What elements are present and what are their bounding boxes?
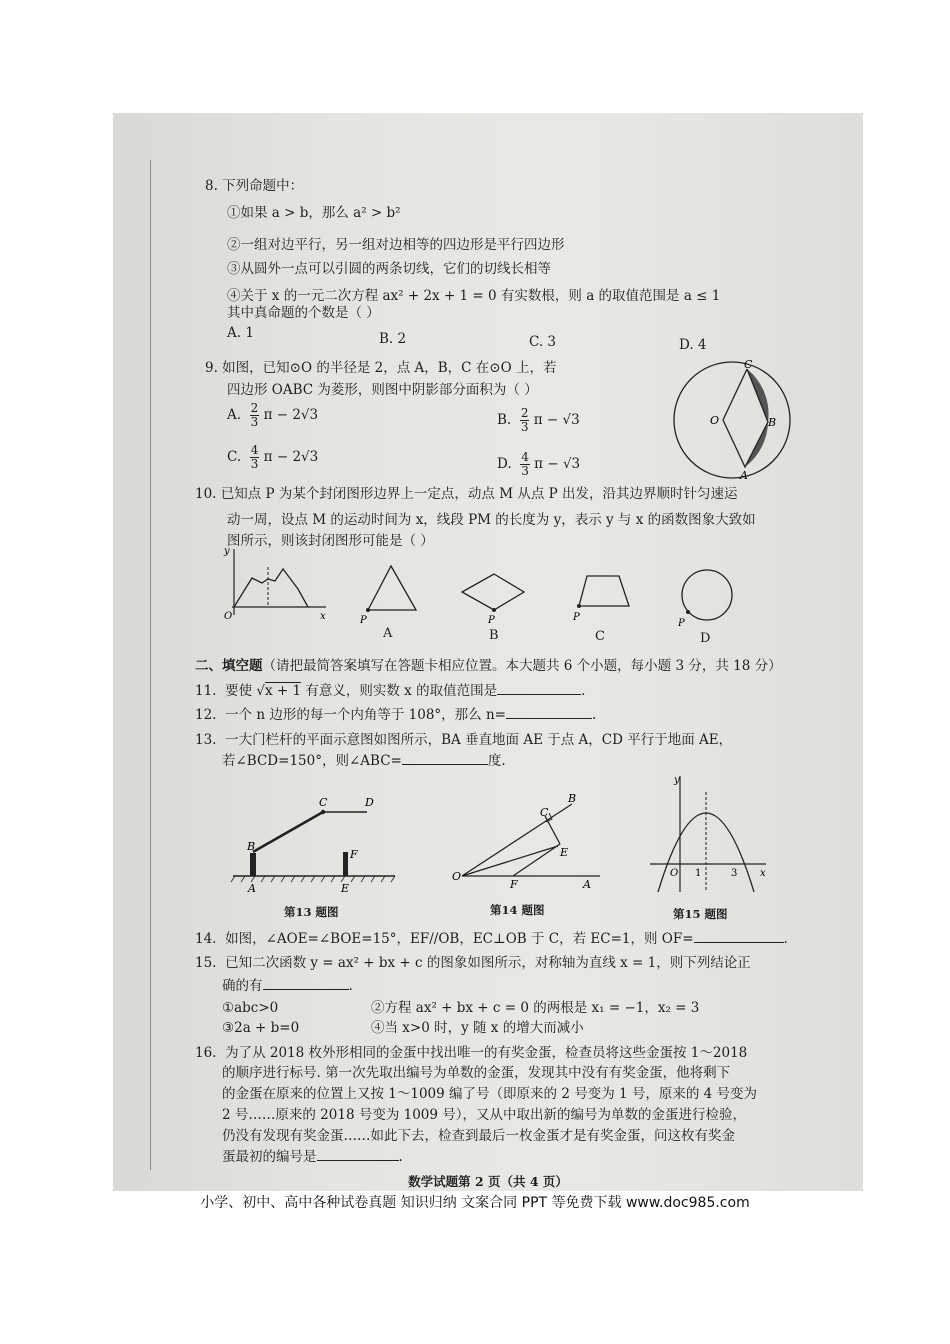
fig14-caption: 第14 题图 [490, 903, 545, 917]
q14: 14. 如图，∠AOE=∠BOE=15°，EF//OB，EC⊥OB 于 C，若 EC=1，则 OF= . [195, 928, 788, 949]
q10-line2: 动一周，设点 M 的运动时间为 x，线段 PM 的长度为 y，表示 y 与 x 的函数图象大致如 [227, 512, 756, 528]
site-footer: 小学、初中、高中各种试卷真题 知识归纳 文案合同 PPT 等免费下载 www.doc985.com [200, 1195, 750, 1211]
q8-item-4: ④关于 x 的一元二次方程 ax² + 2x + 1 = 0 有实数根，则 a 的取值范围是 a ≤ 1 [227, 288, 721, 304]
q9-label-c: C [744, 358, 753, 371]
q8-item-3: ③从圆外一点可以引圆的两条切线，它们的切线长相等 [227, 261, 551, 277]
fig14-angle-diagram [440, 788, 615, 898]
q12: 12. 一个 n 边形的每一个内角等于 108°，那么 n= . [195, 704, 596, 725]
q15-line1: 15. 已知二次函数 y = ax² + bx + c 的图象如图所示，对称轴为直线 x = 1，则下列结论正 [195, 955, 751, 971]
q10-shape-a-p: P [360, 615, 367, 626]
q14-answer-blank[interactable] [694, 928, 784, 943]
q10-shape-b-p: P [488, 615, 495, 626]
fig14-label-e: E [560, 846, 569, 859]
q8-tail: 其中真命题的个数是（ ） [227, 305, 380, 321]
q13-line2: 若∠BCD=150°，则∠ABC= 度. [222, 750, 506, 771]
q15-item-4: ④当 x>0 时，y 随 x 的增大而减小 [371, 1020, 584, 1036]
q16-answer-blank[interactable] [317, 1146, 399, 1161]
q16-line5: 仍没有发现有奖金蛋……如此下去，检查到最后一枚金蛋才是有奖金蛋，问这枚有奖金 [222, 1128, 735, 1144]
q8-stem: 8. 下列命题中： [205, 178, 304, 194]
q10-shape-c-p: P [573, 612, 580, 623]
q10-shape-a-label: A [383, 626, 393, 641]
q10-line3: 图所示，则该封闭图形可能是（ ） [227, 533, 434, 549]
q9-line1: 9. 如图，已知⊙O 的半径是 2，点 A，B，C 在⊙O 上，若 [205, 360, 557, 376]
q10-graph-x-label: x [320, 611, 326, 622]
fig13-gate-diagram [225, 788, 405, 898]
page-number-footer: 数学试题第 2 页（共 4 页） [408, 1174, 568, 1189]
fig13-label-d: D [365, 796, 374, 809]
q16-line3: 的金蛋在原来的位置上又按 1～1009 编了号（即原来的 2 号变为 1 号，原来的 4 号变为 [222, 1086, 758, 1102]
q8-option-d: D. 4 [679, 337, 707, 353]
fig15-x-label: x [760, 868, 766, 879]
q15-item-2: ②方程 ax² + bx + c = 0 的两根是 x₁ = −1，x₂ = 3 [371, 1000, 700, 1016]
q15-line2: 确的有 . [222, 975, 353, 996]
fig13-label-c: C [319, 796, 328, 809]
q10-shape-d-label: D [700, 631, 711, 646]
q8-option-a: A. 1 [227, 325, 254, 341]
q10-shape-d-circle [670, 562, 740, 632]
q9-label-b: B [768, 416, 777, 429]
q10-shape-c-label: C [595, 629, 605, 644]
q13-line1: 13. 一大门栏杆的平面示意图如图所示，BA 垂直地面 AE 于点 A，CD 平行于地面 AE， [195, 732, 733, 748]
q13-answer-blank[interactable] [402, 750, 488, 765]
q16-line6: 蛋最初的编号是 . [222, 1146, 403, 1167]
binding-line [150, 160, 151, 1170]
q10-graph-origin: O [224, 611, 233, 622]
section2-heading: 二、填空题（请把最简答案填写在答题卡相应位置。本大题共 6 个小题，每小题 3 分，共 18 分） [195, 658, 782, 674]
q9-option-d: D. $\frac{4}{3}$ π − √3 [497, 450, 581, 478]
fig13-label-a: A [248, 882, 256, 895]
q9-line2: 四边形 OABC 为菱形，则图中阴影部分面积为（ ） [227, 382, 538, 398]
q10-graph-y-label: y [224, 546, 230, 557]
fig15-origin: O [670, 868, 679, 879]
fig14-label-o: O [452, 870, 462, 883]
q15-item-3: ③2a + b=0 [222, 1020, 300, 1036]
q16-line1: 16. 为了从 2018 枚外形相同的金蛋中找出唯一的有奖金蛋，检查员将这些金蛋按 1～2018 [195, 1045, 748, 1061]
fig14-label-a: A [583, 878, 591, 891]
fig13-label-b: B [247, 840, 256, 853]
q10-shape-b-label: B [489, 628, 499, 643]
fig13-label-f: F [350, 848, 358, 861]
q10-shape-c-trapezoid [565, 568, 637, 628]
q10-shape-d-p: P [678, 618, 685, 629]
q9-circle-figure [665, 355, 800, 485]
q10-function-graph [218, 545, 333, 627]
q9-option-a: A. $\frac{2}{3}$ π − 2√3 [227, 401, 319, 429]
q11-answer-blank[interactable] [497, 680, 581, 695]
q15-answer-blank[interactable] [263, 975, 349, 990]
fig14-label-f: F [510, 878, 518, 891]
fig14-label-c: C [540, 806, 549, 819]
fig15-tick-1: 1 [695, 868, 702, 879]
fig15-parabola-graph [640, 770, 775, 900]
fig14-label-b: B [568, 792, 577, 805]
q8-option-c: C. 3 [529, 334, 557, 350]
q11: 11. 要使 √x + 1 有意义，则实数 x 的取值范围是 . [195, 680, 585, 701]
fig15-tick-3: 3 [731, 868, 738, 879]
fig13-label-e: E [341, 882, 350, 895]
q9-label-a: A [740, 469, 748, 482]
fig15-y-label: y [674, 775, 680, 786]
q16-line4: 2 号……原来的 2018 号变为 1009 号），又从中取出新的编号为单数的金蛋进行检验， [222, 1107, 747, 1123]
q8-item-1: ①如果 a > b，那么 a² > b² [227, 205, 401, 221]
q10-shape-b-rhombus [458, 568, 530, 628]
q8-item-2: ②一组对边平行，另一组对边相等的四边形是平行四边形 [227, 237, 565, 253]
q8-option-b: B. 2 [379, 331, 407, 347]
q9-option-b: B. $\frac{2}{3}$ π − √3 [497, 406, 580, 434]
q9-option-c: C. $\frac{4}{3}$ π − 2√3 [227, 443, 319, 471]
q10-line1: 10. 已知点 P 为某个封闭图形边界上一定点，动点 M 从点 P 出发，沿其边界顺时针匀速运 [195, 486, 738, 502]
q15-item-1: ①abc>0 [222, 1000, 279, 1016]
fig15-caption: 第15 题图 [673, 907, 728, 921]
q10-shape-a-triangle [358, 560, 420, 628]
fig13-caption: 第13 题图 [284, 905, 339, 919]
q9-label-o: O [710, 414, 720, 427]
q16-line2: 的顺序进行标号. 第一次先取出编号为单数的金蛋，发现其中没有有奖金蛋，他将剩下 [222, 1065, 731, 1081]
q12-answer-blank[interactable] [506, 704, 592, 719]
